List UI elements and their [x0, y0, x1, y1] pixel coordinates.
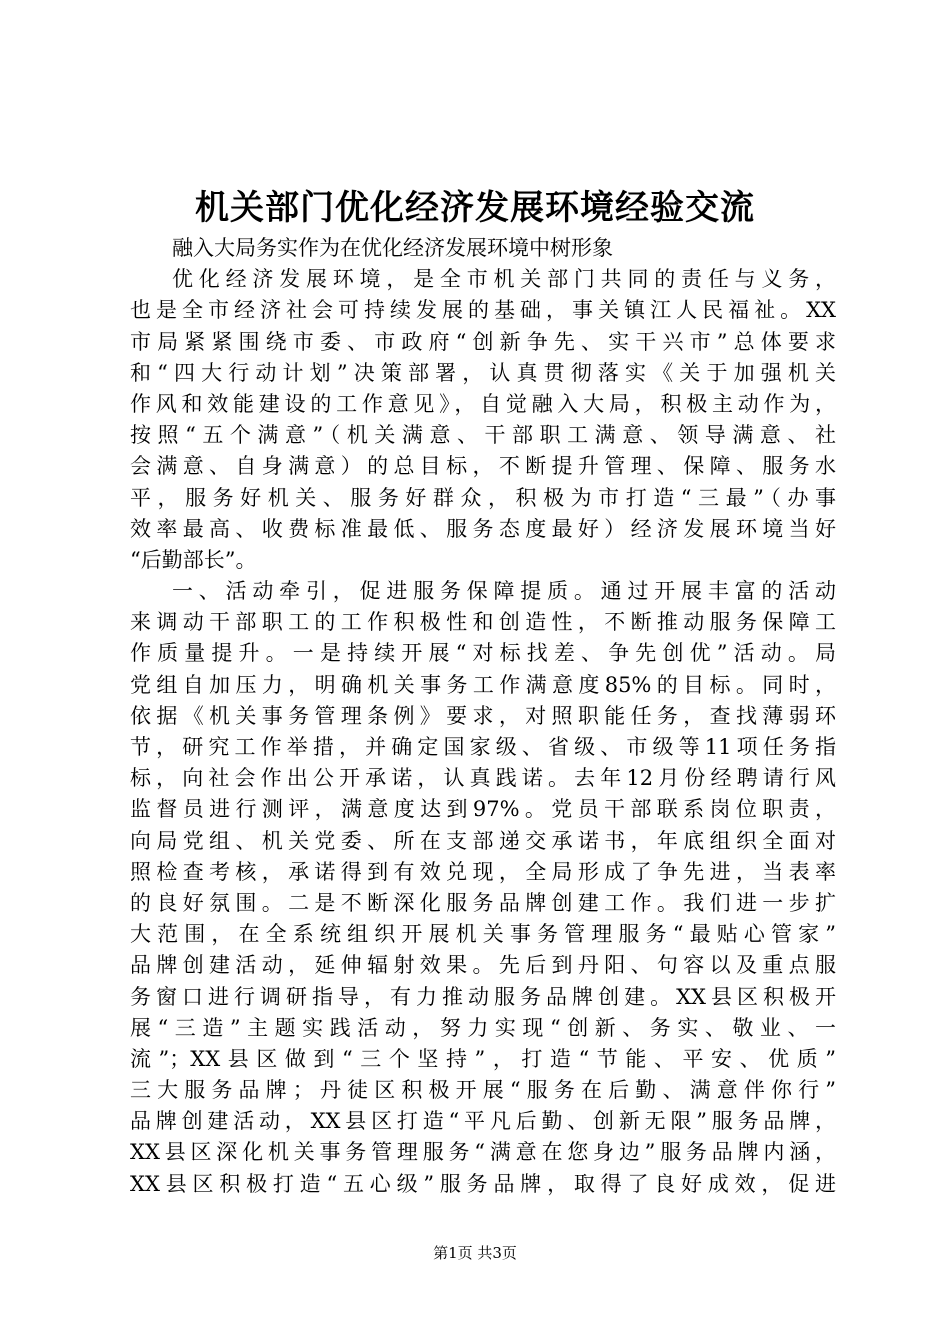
- paragraph-line: 优化经济发展环境，是全市机关部门共同的责任与义务，: [172, 267, 836, 292]
- paragraph-line: XX县区积极打造“五心级”服务品牌，取得了良好成效，促进: [130, 1171, 836, 1196]
- paragraph-line: 的良好氛围。二是不断深化服务品牌创建工作。我们进一步扩: [130, 890, 836, 915]
- subtitle-line: 融入大局务实作为在优化经济发展环境中树形象: [172, 236, 613, 260]
- paragraph-line: 效率最高、收费标准最低、服务态度最好）经济发展环境当好: [130, 516, 836, 541]
- paragraph-line: 务窗口进行调研指导，有力推动服务品牌创建。XX县区积极开: [130, 984, 836, 1009]
- paragraph-line: 和“四大行动计划”决策部署，认真贯彻落实《关于加强机关: [130, 360, 836, 385]
- paragraph-line: 也是全市经济社会可持续发展的基础，事关镇江人民福祉。XX: [130, 298, 836, 323]
- paragraph-line: 作风和效能建设的工作意见》，自觉融入大局，积极主动作为，: [130, 391, 836, 416]
- paragraph-line: 节，研究工作举措，并确定国家级、省级、市级等11项任务指: [130, 735, 836, 759]
- paragraph-line: XX县区深化机关事务管理服务“满意在您身边”服务品牌内涵，: [130, 1140, 836, 1165]
- paragraph-line: 展“三造”主题实践活动，努力实现“创新、务实、敬业、一: [130, 1015, 836, 1040]
- paragraph-line: 党组自加压力，明确机关事务工作满意度85%的目标。同时，: [130, 672, 836, 697]
- paragraph-line: 平，服务好机关、服务好群众，积极为市打造“三最”（办事: [130, 485, 836, 510]
- paragraph-line: 市局紧紧围绕市委、市政府“创新争先、实干兴市”总体要求: [130, 329, 836, 354]
- paragraph-line: 会满意、自身满意）的总目标，不断提升管理、保障、服务水: [130, 454, 836, 479]
- paragraph-line: 大范围，在全系统组织开展机关事务管理服务“最贴心管家”: [130, 922, 836, 947]
- paragraph-line: 一、活动牵引，促进服务保障提质。通过开展丰富的活动: [172, 579, 836, 604]
- document-body: [130, 233, 836, 1200]
- paragraph-line: 流”；XX县区做到“三个坚持”，打造“节能、平安、优质”: [130, 1046, 836, 1071]
- paragraph-line: 监督员进行测评，满意度达到97%。党员干部联系岗位职责，: [130, 797, 836, 822]
- document-title: 机关部门优化经济发展环境经验交流: [195, 188, 755, 228]
- paragraph-line: “后勤部长”。: [130, 547, 257, 572]
- paragraph-line: 向局党组、机关党委、所在支部递交承诺书，年底组织全面对: [130, 828, 836, 853]
- paragraph-line: 品牌创建活动，延伸辐射效果。先后到丹阳、句容以及重点服: [130, 953, 836, 978]
- paragraph-line: 三大服务品牌；丹徒区积极开展“服务在后勤、满意伴你行”: [130, 1078, 836, 1103]
- page-number-footer: 第1页 共3页: [433, 1244, 517, 1262]
- paragraph-line: 照检查考核，承诺得到有效兑现，全局形成了争先进，当表率: [130, 859, 836, 884]
- paragraph-line: 按照“五个满意”（机关满意、干部职工满意、领导满意、社: [130, 423, 836, 448]
- paragraph-line: 依据《机关事务管理条例》要求，对照职能任务，查找薄弱环: [130, 703, 836, 728]
- paragraph-line: 作质量提升。一是持续开展“对标找差、争先创优”活动。局: [130, 641, 836, 666]
- paragraph-line: 来调动干部职工的工作积极性和创造性，不断推动服务保障工: [130, 610, 836, 635]
- paragraph-line: 品牌创建活动，XX县区打造“平凡后勤、创新无限”服务品牌，: [130, 1109, 836, 1134]
- paragraph-line: 标，向社会作出公开承诺，认真践诺。去年12月份经聘请行风: [130, 766, 836, 791]
